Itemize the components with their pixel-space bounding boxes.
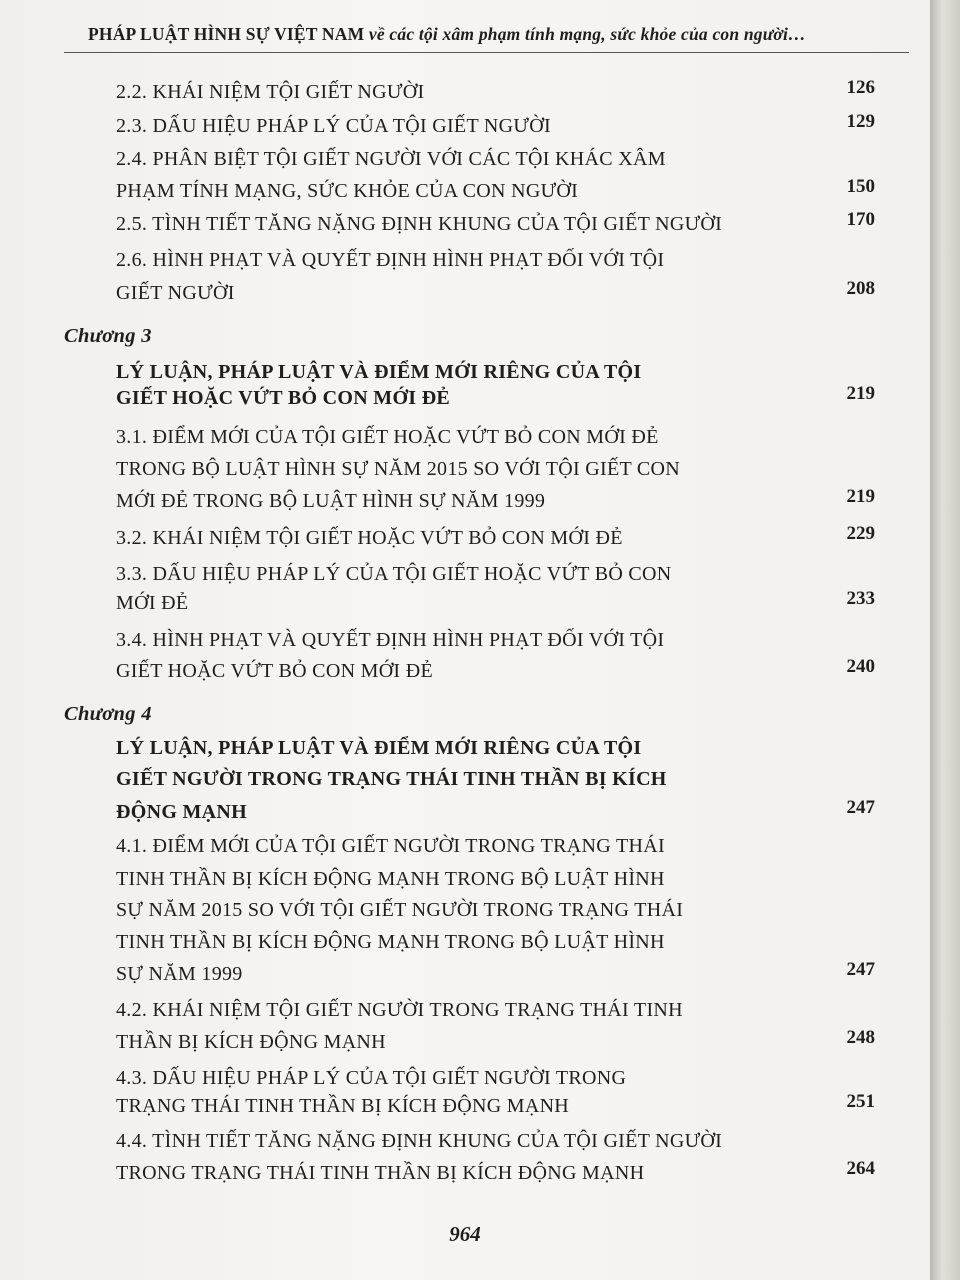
toc-entry-line: GIẾT NGƯỜI [116,282,235,304]
toc-entry-line: LÝ LUẬN, PHÁP LUẬT VÀ ĐIỂM MỚI RIÊNG CỦA TỘI [116,737,642,759]
toc-page-number: 170 [846,209,875,230]
toc-entry-line: 4.4. TÌNH TIẾT TĂNG NẶNG ĐỊNH KHUNG CỦA TỘI GIẾT NGƯỜI [116,1130,723,1152]
toc-page-number: 240 [846,656,875,677]
toc-entry-line: GIẾT NGƯỜI TRONG TRẠNG THÁI TINH THẦN BỊ KÍCH [116,768,667,790]
toc-entry-line: TRONG BỘ LUẬT HÌNH SỰ NĂM 2015 SO VỚI TỘI GIẾT CON [116,458,681,480]
toc-entry-line: LÝ LUẬN, PHÁP LUẬT VÀ ĐIỂM MỚI RIÊNG CỦA TỘI [116,361,642,383]
toc-entry-line: TRONG TRẠNG THÁI TINH THẦN BỊ KÍCH ĐỘNG MẠNH [116,1162,645,1184]
toc-entry-line: ĐỘNG MẠNH [116,801,248,823]
running-head-italic: về các tội xâm phạm tính mạng, sức khỏe của con người… [364,24,806,44]
toc-page-number: 219 [846,486,875,507]
toc-page-number: 247 [846,797,875,818]
toc-entry-line: 3.2. KHÁI NIỆM TỘI GIẾT HOẶC VỨT BỎ CON MỚI ĐẺ [116,527,623,549]
chapter-heading: Chương 3 [64,325,152,347]
toc-entry-line: TINH THẦN BỊ KÍCH ĐỘNG MẠNH TRONG BỘ LUẬT HÌNH [116,868,665,890]
toc-entry-line: 3.4. HÌNH PHẠT VÀ QUYẾT ĐỊNH HÌNH PHẠT ĐỐI VỚI TỘI [116,629,665,651]
toc-entry-line: THẦN BỊ KÍCH ĐỘNG MẠNH [116,1031,386,1053]
page-number: 964 [449,1222,481,1246]
toc-entry-line: SỰ NĂM 1999 [116,963,243,985]
running-head-bold: PHÁP LUẬT HÌNH SỰ VIỆT NAM [88,24,365,44]
toc-entry-line: SỰ NĂM 2015 SO VỚI TỘI GIẾT NGƯỜI TRONG TRẠNG THÁI [116,899,684,921]
toc-entry-line: GIẾT HOẶC VỨT BỎ CON MỚI ĐẺ [116,660,433,682]
toc-entry-line: MỚI ĐẺ TRONG BỘ LUẬT HÌNH SỰ NĂM 1999 [116,490,546,512]
toc-entry-line: 3.3. DẤU HIỆU PHÁP LÝ CỦA TỘI GIẾT HOẶC VỨT BỎ CON [116,563,672,585]
toc-page-number: 229 [846,523,875,544]
toc-entry-line: 2.3. DẤU HIỆU PHÁP LÝ CỦA TỘI GIẾT NGƯỜI [116,115,551,137]
toc-entry-line: 4.3. DẤU HIỆU PHÁP LÝ CỦA TỘI GIẾT NGƯỜI TRONG [116,1067,627,1089]
toc-page-number: 248 [846,1027,875,1048]
toc-entry-line: 4.1. ĐIỂM MỚI CỦA TỘI GIẾT NGƯỜI TRONG TRẠNG THÁI [116,835,665,857]
toc-page-number: 251 [846,1091,875,1112]
toc-entry-line: 4.2. KHÁI NIỆM TỘI GIẾT NGƯỜI TRONG TRẠNG THÁI TINH [116,999,683,1021]
toc-entry-line: 2.2. KHÁI NIỆM TỘI GIẾT NGƯỜI [116,81,425,103]
page-edge [930,0,960,1280]
toc-entry-line: 3.1. ĐIỂM MỚI CỦA TỘI GIẾT HOẶC VỨT BỎ CON MỚI ĐẺ [116,426,659,448]
toc-entry-line: TRẠNG THÁI TINH THẦN BỊ KÍCH ĐỘNG MẠNH [116,1095,570,1117]
toc-entry-line: 2.4. PHÂN BIỆT TỘI GIẾT NGƯỜI VỚI CÁC TỘI KHÁC XÂM [116,148,666,170]
toc-page-number: 247 [846,959,875,980]
toc-page-number: 264 [846,1158,875,1179]
toc-entry-line: PHẠM TÍNH MẠNG, SỨC KHỎE CỦA CON NGƯỜI [116,180,579,202]
toc-entry-line: GIẾT HOẶC VỨT BỎ CON MỚI ĐẺ [116,387,451,409]
toc-page-number: 150 [846,176,875,197]
toc-page-number: 129 [846,111,875,132]
toc-page-number: 219 [846,383,875,404]
toc-entry-line: 2.5. TÌNH TIẾT TĂNG NẶNG ĐỊNH KHUNG CỦA TỘI GIẾT NGƯỜI [116,213,723,235]
chapter-heading: Chương 4 [64,703,152,725]
toc-entry-line: MỚI ĐẺ [116,592,189,614]
toc-page-number: 233 [846,588,875,609]
toc-page-number: 208 [846,278,875,299]
toc-entry-line: 2.6. HÌNH PHẠT VÀ QUYẾT ĐỊNH HÌNH PHẠT ĐỐI VỚI TỘI [116,249,665,271]
toc-page-number: 126 [846,77,875,98]
toc-entry-line: TINH THẦN BỊ KÍCH ĐỘNG MẠNH TRONG BỘ LUẬT HÌNH [116,931,665,953]
